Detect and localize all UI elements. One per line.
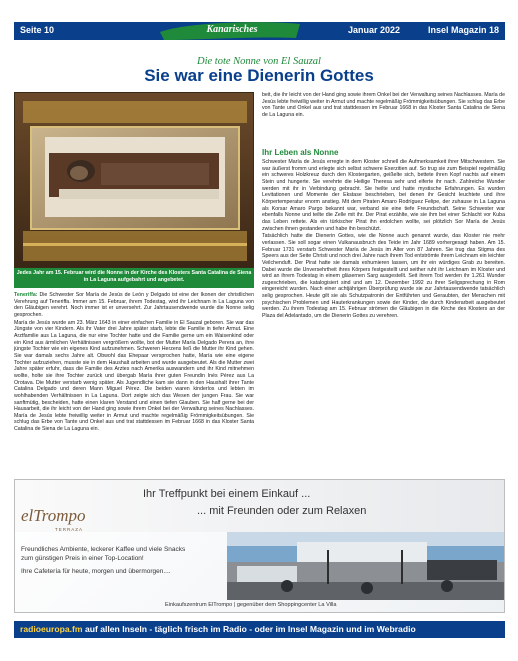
page-number: Seite 10 [20, 25, 55, 35]
footer-bar [14, 621, 505, 638]
article-headline: Sie war eine Dienerin Gottes [144, 66, 374, 85]
article-column-right [262, 159, 505, 475]
ad-tagline-2: ... mit Freunden oder zum Relaxen [197, 505, 367, 517]
article-kicker: Die tote Nonne von El Sauzal [197, 56, 321, 67]
subheading: Ihr Leben als Nonne [262, 148, 339, 157]
article-photo [14, 92, 254, 268]
article-column-right-top [262, 92, 505, 147]
paragraph-nun-life: Schwester María de Jesús erregte in dem Kloster schnell die Aufmerksamkeit ihrer Mitschwestern. Sie war äußerst fromm und erlegte sich selbst schwere Exerzitien auf. So trug sie zum Beispiel regelmäßig ein schweres Holzkreuz durch den Klostergarten, geißelte sich, bettete ihren Kopf nachts auf einem Stein und hungerte. Sie verehrte die Heilige Theresa sehr und eiferte ihr nach. Zahlreiche Wunder werden mit ihr in Verbindung gebracht. Sie heilte und hatte mystische Erfahrungen. Es wurden Levitationen und Momente der Ekstase beschrieben, bei denen ihr Gesicht leuchtete und ihre Körpertemperatur enorm anstieg. Mit dem Piraten Amaro Rodríguez Felipe, der zuhause in La Laguna als Korsar Amaro Pargo bekannt war, verband sie eine tiefe Freundschaft. Seine Schwester war ebenfalls Nonne und teilte die Zelle mit ihr. Der Pirat erzählte, wie sie ihm bei einer Schlacht vor Kuba das Leben rettete. Als ein türkischer Pirat ihn erdolchen wollte, sei plötzlich Sor María de Jesús zwischen ihnen gestanden und habe ihn beschützt. [262, 159, 505, 232]
article-column-left [14, 292, 254, 472]
ad-footer: Einkaufszentrum ElTrompo | gegenüber dem Shoppingcenter La Villa [165, 602, 337, 608]
section-label: Kanarisches [206, 24, 258, 35]
magazine-name: Insel Magazin 18 [427, 25, 499, 35]
issue-date: Januar 2022 [348, 25, 401, 35]
brand-logo-sub: TERRAZA [55, 527, 84, 532]
ad-tagline-1: Ihr Treffpunkt bei einem Einkauf ... [143, 488, 311, 500]
paragraph-intro [14, 292, 254, 319]
footer-text: auf allen Inseln - täglich frisch im Radio - oder im Insel Magazin und im Webradio [82, 624, 416, 634]
paragraph-biography-continued: beit, die ihr leicht von der Hand ging sowie ihrem Onkel bei der Verwaltung seines Nachlasses. María de Jesús lebte freiwillig weiter in Armut und machte regelmäßig Frömmigkeitsübungen. Sie schlug das Erbe von Tante und Onkel aus und trat stattdessen im Februar 1668 in das Kloster Santa Catalina de Siena de La Laguna ein. [262, 92, 505, 118]
dateline: Teneriffa: [14, 292, 38, 298]
ad-text-2: zum günstigen Preis in einer Top-Location! [21, 555, 144, 562]
ad-text-3: Ihre Cafetería für heute, morgen und übermorgen.... [21, 568, 171, 575]
brand-logo: elTrompo [21, 506, 86, 525]
paragraph-legacy: Tatsächlich hatte die Dienerin Gottes, wie die Nonne auch genannt wurde, das Kloster nie mehr verlassen. Sie soll sogar einen Vulkanausbruch des Teide im Jahr 1689 vorhergesagt haben. Am 15. Februar 1731 verstarb Schwester María de Jesús im Alter von 87 Jahren. Sie trug das Stigma des Speers aus der Seite Christi und noch drei Jahre nach ihrem Tod entströmte ihrem Leichnam ein leichter Veilchenduft. Der Pirat hatte sie damals exhumieren lassen, um ihr ein würdiges Grab zu bereiten. Dabei wurde die Unversehrtheit ihres Körpers festgestellt und seither ruht ihr Leichnam im Kloster und wird an ihrem Todestag in einem gläsernen Sarg ausgestellt. Seit ihrem Tod werden ihr 1.261 Wunder zugeschrieben, die katalogisiert sind und am 12. Dezember 1992 zu ihrer Seligsprechung in Rom eingereicht wurden. Nach einer achtjährigen Überprüfung wurde sie zur Jahrtausendwende tatsächlich selig gesprochen. Heute gilt sie als Schutzpatronin der Entführten und Geraubten, der Menschen mit psychischen Problemen und Hauterkrankungen sowie der Kinder, die durch Kinderarbeit ausgebeutet werden. Zu ihrem Todestag am 15. Februar strömen die Gläubigen in die Kirche des Klosters an der Plaza del Adelantado, um die Dienerin Gottes zu verehren. [262, 233, 505, 320]
photo-caption: Jedes Jahr am 15. Februar wird die Nonne in der Kirche des Klosters Santa Catalina de Siena in La Laguna aufgebahrt und angebetet. [14, 268, 254, 288]
paragraph-biography: María de Jesús wurde am 23. März 1643 in einer einfachen Familie in El Sauzal geboren. Sie war das Jüngste von vier Kindern. Als ihr Vater drei Jahre später starb, lebte die Familie in tiefer Armut. Eine Arztfamilie aus La Laguna, die nur eine Tochter hatte und die Familie gerne um ein Waisenkind oder ein Kind aus ärmlichen Verhältnissen vergrößern wollte, bot der Mutter María Delgado Perera an, ihre jüngste Tochter wie ein eigenes Kind aufzunehmen. Schweren Herzens ließ die Mutter ihr Kind gehen. Sie war damals sechs Jahre alt. Obwohl das Ehepaar versprochen hatte, María wie eine eigene Tochter aufzuziehen, musste sie in dem Haushalt arbeiten und wurde ausgebeutet. Als die Mutter zwei Jahre später erfuhr, dass die Familie des Arztes nach Amerika auswandern und ihr Kind mitnehmen wollte, holte sie ihre Tochter zurück und übergab María ihrer guten Freundin Inés Pérez aus La Orotava. Die Mutter verstarb wenig später. Als Jugendliche kam sie dann in den Haushalt ihrer Tante Catalina Delgado und deren Mann Miguel Pérez. Die beiden waren kinderlos und lebten im wohlhabenden Verhältnissen in La Laguna. Dort zeigte sich das Wesen der jungen Frau. Sie war sanftmütig, bescheiden, hatte einen klaren Verstand und einen tiefen Glauben. Sie half gerne bei der Hausarbeit, die ihr leicht von der Hand ging sowie ihrem Onkel bei der Verwaltung seines Nachlasses. María de Jesús lebte freiwillig weiter in Armut und machte regelmäßig Frömmigkeitsübungen. Sie schlug das Erbe von Tante und Onkel aus und trat stattdessen im Februar 1668 in das Kloster Santa Catalina de Siena de La Laguna ein. [14, 319, 254, 433]
intro-text: Die Schwester Sor María de Jesús de León y Delgado ist eine der Ikonen der christlichen Verehrung auf Teneriffa. Immer am 15. Februar, ihrem Todestag, wird ihr Leichnam in La Laguna von den Gläubigen verehrt. Noch immer ist er unversehrt. Zur Jahrtausendwende wurde die Nonne selig gesprochen. [14, 292, 254, 318]
radio-link[interactable]: radioeuropa.fm [20, 624, 83, 634]
advertisement[interactable] [14, 479, 505, 613]
ad-text-1: Freundliches Ambiente, leckerer Kaffee und viele Snacks [21, 546, 186, 553]
cafe-photo [227, 532, 505, 600]
